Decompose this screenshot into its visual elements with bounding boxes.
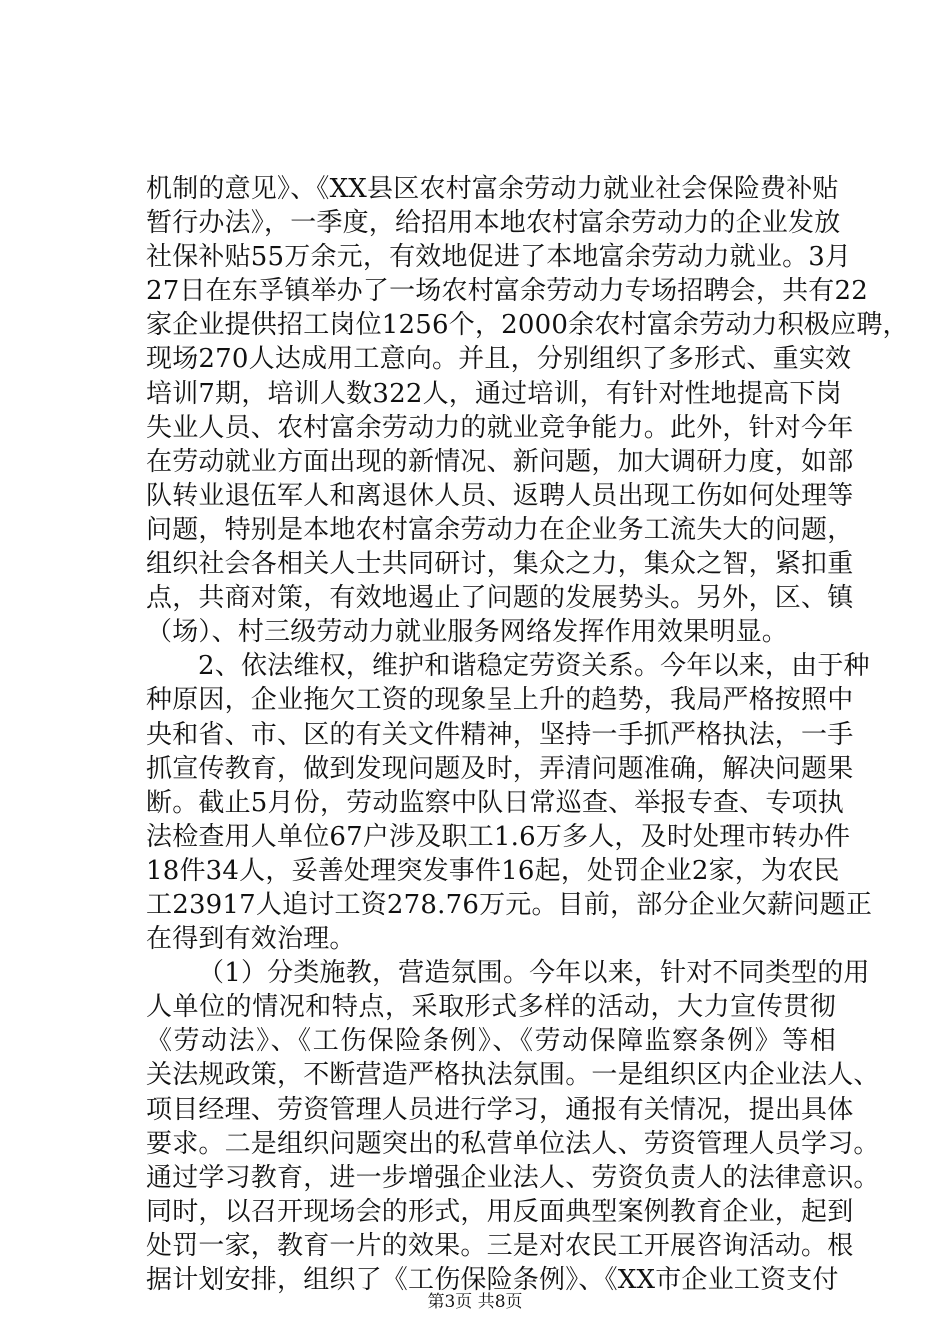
text-line: 27日在东孚镇举办了一场农村富余劳动力专场招聘会，共有22 bbox=[146, 276, 868, 307]
text-line: 组织社会各相关人士共同研讨，集众之力，集众之智，紧扣重 bbox=[146, 549, 854, 580]
text-line: 队转业退伍军人和离退休人员、返聘人员出现工伤如何处理等 bbox=[146, 480, 854, 511]
page-number-footer: 第3页 共8页 bbox=[427, 1292, 523, 1312]
text-line: 央和省、市、区的有关文件精神，坚持一手抓严格执法，一手 bbox=[146, 719, 854, 750]
paragraph-first-line: （1）分类施教，营造氛围。今年以来，针对不同类型的用 bbox=[198, 958, 870, 989]
text-line: 据计划安排，组织了《工伤保险条例》、《XX市企业工资支付 bbox=[146, 1265, 839, 1295]
text-line: 工23917人追讨工资278.76万元。目前，部分企业欠薪问题正 bbox=[146, 889, 873, 920]
text-line: 机制的意见》、《XX县区农村富余劳动力就业社会保险费补贴 bbox=[146, 174, 839, 204]
text-line: 处罚一家，教育一片的效果。三是对农民工开展咨询活动。根 bbox=[146, 1230, 854, 1261]
text-line: 《劳动法》、《工伤保险条例》、《劳动保障监察条例》等相 bbox=[146, 1026, 836, 1057]
text-line: 问题，特别是本地农村富余劳动力在企业务工流失大的问题， bbox=[146, 514, 854, 545]
text-line: 现场270人达成用工意向。并且，分别组织了多形式、重实效 bbox=[146, 344, 852, 375]
text-line: 项目经理、劳资管理人员进行学习，通报有关情况，提出具体 bbox=[146, 1094, 854, 1125]
paragraph-first-line: 2、依法维权，维护和谐稳定劳资关系。今年以来，由于种 bbox=[198, 651, 870, 682]
text-line: 失业人员、农村富余劳动力的就业竞争能力。此外，针对今年 bbox=[146, 412, 854, 443]
text-line: 人单位的情况和特点，采取形式多样的活动，大力宣传贯彻 bbox=[146, 992, 836, 1023]
text-line: 要求。二是组织问题突出的私营单位法人、劳资管理人员学习。 bbox=[146, 1128, 880, 1159]
text-line: 通过学习教育，进一步增强企业法人、劳资负责人的法律意识。 bbox=[146, 1162, 880, 1193]
text-line: 法检查用人单位67户涉及职工1.6万多人，及时处理市转办件 bbox=[146, 821, 851, 852]
text-line: 同时，以召开现场会的形式，用反面典型案例教育企业，起到 bbox=[146, 1196, 854, 1227]
text-line: 社保补贴55万余元，有效地促进了本地富余劳动力就业。3月 bbox=[146, 242, 852, 273]
text-line: 点，共商对策，有效地遏止了问题的发展势头。另外，区、镇 bbox=[146, 583, 854, 614]
text-line: （场）、村三级劳动力就业服务网络发挥作用效果明显。 bbox=[146, 617, 789, 648]
text-line: 家企业提供招工岗位1256个，2000余农村富余劳动力积极应聘， bbox=[146, 310, 909, 341]
text-line: 抓宣传教育，做到发现问题及时，弄清问题准确，解决问题果 bbox=[146, 753, 854, 784]
text-line: 关法规政策，不断营造严格执法氛围。一是组织区内企业法人、 bbox=[146, 1060, 880, 1091]
text-line: 断。截止5月份，劳动监察中队日常巡查、举报专查、专项执 bbox=[146, 787, 844, 818]
text-line: 暂行办法》，一季度，给招用本地农村富余劳动力的企业发放 bbox=[146, 208, 841, 239]
text-line: 18件34人，妥善处理突发事件16起，处罚企业2家，为农民 bbox=[146, 855, 840, 886]
text-line: 在劳动就业方面出现的新情况、新问题，加大调研力度，如部 bbox=[146, 446, 854, 477]
text-line: 种原因，企业拖欠工资的现象呈上升的趋势，我局严格按照中 bbox=[146, 685, 854, 716]
text-line: 在得到有效治理。 bbox=[146, 924, 356, 955]
document-body bbox=[146, 172, 909, 1297]
text-line: 培训7期，培训人数322人，通过培训，有针对性地提高下岗 bbox=[146, 378, 842, 409]
